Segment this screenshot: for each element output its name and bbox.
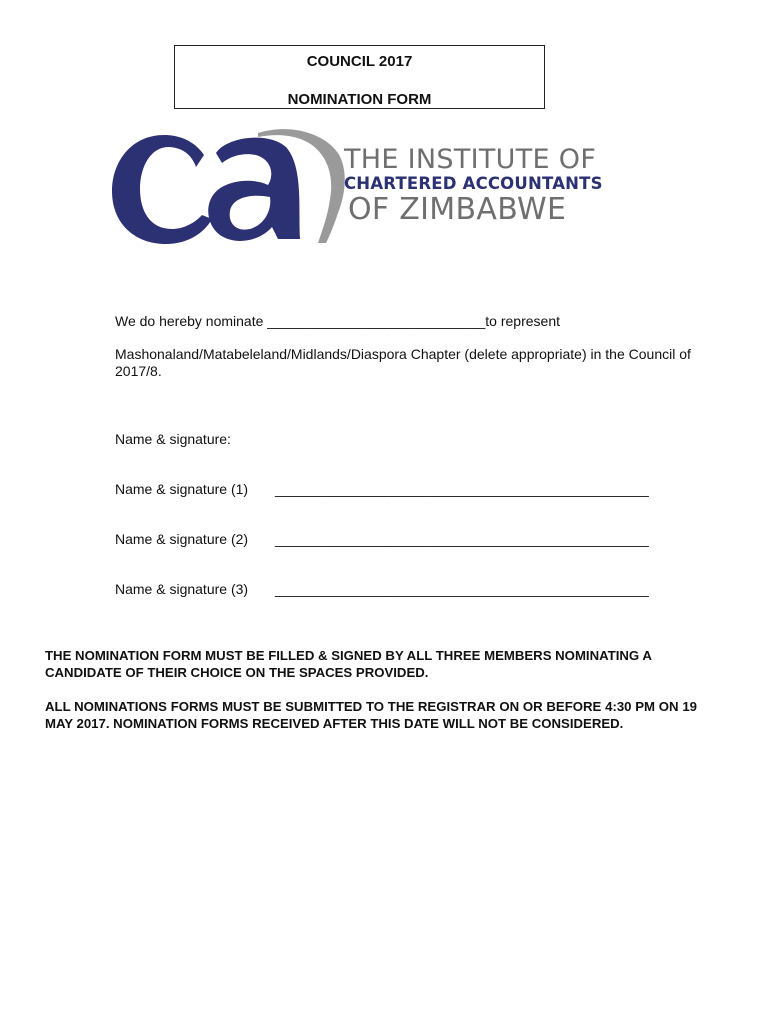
nominee-name-field[interactable]: ____________________________ xyxy=(267,313,486,329)
chapter-text: Mashonaland/Matabeleland/Midlands/Diaspora Chapter (delete appropriate) in the Council of 2017/8. xyxy=(115,346,691,379)
nominate-line xyxy=(115,313,560,329)
nomination-form-title: NOMINATION FORM xyxy=(287,91,432,108)
notice-signing: THE NOMINATION FORM MUST BE FILLED & SIGNED BY ALL THREE MEMBERS NOMINATING A CANDIDATE OF THEIR CHOICE ON THE SPACES PROVIDED. xyxy=(45,648,652,680)
signature-3-label: Name & signature (3) xyxy=(115,581,249,597)
signature-3-field[interactable]: ________________________________________________ xyxy=(275,581,649,597)
logo-letter-c xyxy=(112,135,212,244)
logo-line-institute: THE INSTITUTE OF xyxy=(344,144,597,175)
council-title: COUNCIL 2017 xyxy=(306,53,413,70)
signature-1-field[interactable]: ________________________________________________ xyxy=(275,481,649,497)
notice-deadline: ALL NOMINATIONS FORMS MUST BE SUBMITTED TO THE REGISTRAR ON OR BEFORE 4:30 PM ON 19 MAY 2017. NOMINATION FORMS RECEIVED AFTER THIS DATE WILL NOT BE CONSIDERED. xyxy=(45,699,697,731)
signature-2-label: Name & signature (2) xyxy=(115,531,249,547)
title-box xyxy=(174,45,545,109)
nominate-prefix: We do hereby nominate xyxy=(115,313,264,329)
nominate-suffix: to represent xyxy=(485,313,561,329)
logo-letter-a-bowl xyxy=(208,138,300,241)
signature-heading: Name & signature: xyxy=(115,431,231,447)
logo-line-chartered-accountants: CHARTERED ACCOUNTANTS xyxy=(344,174,603,193)
signature-2-field[interactable]: ________________________________________________ xyxy=(275,531,649,547)
signature-1-label: Name & signature (1) xyxy=(115,481,249,497)
ca-logo-mark xyxy=(108,123,348,247)
logo-line-zimbabwe: OF ZIMBABWE xyxy=(348,192,567,227)
institute-logo xyxy=(108,123,608,247)
